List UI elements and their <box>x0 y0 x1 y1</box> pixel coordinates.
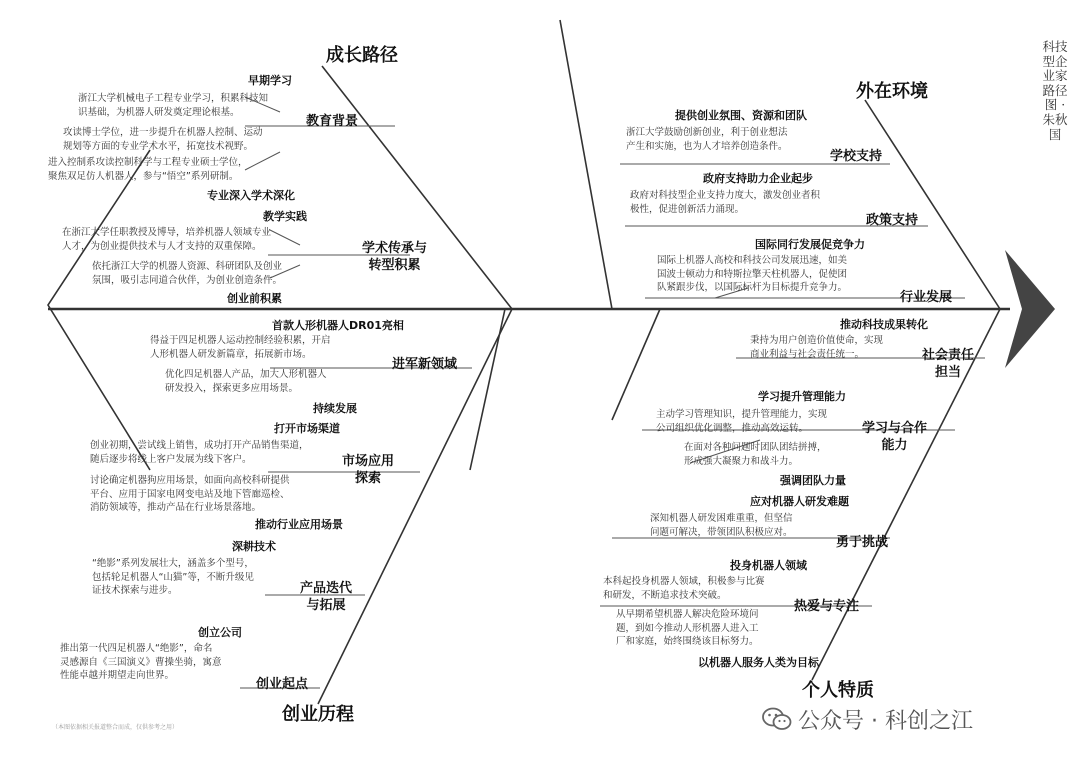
branch-industry: 行业发展 <box>900 290 953 305</box>
bone-frame-mid <box>470 309 505 470</box>
desc-origin-1: 推出第一代四足机器人“绝影”，命名 灵感源自《三国演义》曹操坐骑，寓意 性能卓越并期望走向世界。 <box>60 643 222 681</box>
branch-origin: 创业起点 <box>256 677 309 692</box>
tag-learning-bottom: 强调团队力量 <box>780 474 846 487</box>
desc-school-1: 浙江大学鼓励创新创业，利于创业想法 产生和实施，也为人才培养创造条件。 <box>626 127 788 152</box>
tag-academic-bottom: 创业前积累 <box>227 292 282 305</box>
vertical-title: 科技型企业家路径图 · 朱秋国 <box>1042 39 1068 142</box>
tag-school-top: 提供创业氛围、资源和团队 <box>675 109 807 122</box>
desc-iteration-1: “绝影”系列发展壮大，涵盖多个型号， 包括轮足机器人“山猫”等，不断升级见 证技术探索与进步。 <box>92 558 254 596</box>
desc-education-2: 攻读博士学位，进一步提升在机器人控制、运动 规划等方面的专业学术水平，拓宽技术视野。 <box>63 127 263 152</box>
bone-frame-upper <box>560 20 612 309</box>
desc-market-1: 创业初期，尝试线上销售，成功打开产品销售渠道， 随后逐步将线上客户发展为线下客户。 <box>90 440 309 465</box>
branch-education: 教育背景 <box>306 114 359 129</box>
desc-academic-2: 依托浙江大学的机器人资源、科研团队及创业 氛围，吸引志同道合伙伴，为创业创造条件。 <box>92 261 283 286</box>
tag-academic-top: 教学实践 <box>263 210 307 223</box>
tag-iteration-top: 深耕技术 <box>232 540 276 553</box>
watermark <box>762 704 973 738</box>
fish-head-arrow <box>1005 250 1055 368</box>
branch-market: 市场应用 探索 <box>342 454 395 486</box>
tag-passion-bottom: 以机器人服务人类为目标 <box>698 656 819 669</box>
branch-courage: 勇于挑战 <box>836 535 889 550</box>
desc-education-1: 浙江大学机械电子工程专业学习，积累科技知 识基础，为机器人研发奠定理论根基。 <box>78 93 269 118</box>
section-title-venture: 创业历程 <box>282 704 354 725</box>
tag-newfield-top: 首款人形机器人DR01亮相 <box>272 319 404 332</box>
branch-newfield: 进军新领域 <box>392 357 458 372</box>
tag-social-top: 推动科技成果转化 <box>840 318 928 331</box>
branch-iteration: 产品迭代 与拓展 <box>300 581 353 613</box>
tag-learning-top: 学习提升管理能力 <box>758 390 846 403</box>
desc-market-2: 讨论确定机器狗应用场景，如面向高校科研提供 平台、应用于国家电网变电站及地下管廊巡检、 消防领域等，推动产品在行业场景落地。 <box>90 475 290 513</box>
section-title-growth: 成长路径 <box>326 45 398 66</box>
tag-industry-top: 国际同行发展促竞争力 <box>755 238 865 251</box>
desc-newfield-2: 优化四足机器人产品，加大人形机器人 研发投入，探索更多应用场景。 <box>165 369 327 394</box>
tag-market-bottom: 推动行业应用场景 <box>255 518 343 531</box>
desc-social-1: 秉持为用户创造价值使命，实现 商业利益与社会责任统一。 <box>750 335 884 360</box>
tag-origin-top: 创立公司 <box>198 626 242 639</box>
tag-market-top: 打开市场渠道 <box>274 422 340 435</box>
desc-learning-2: 在面对各种问题时团队团结拼搏， 形成强大凝聚力和战斗力。 <box>684 442 827 467</box>
tag-education-top: 早期学习 <box>248 74 292 87</box>
desc-industry-1: 国际上机器人高校和科技公司发展迅速，如美 国波士顿动力和特斯拉擎天柱机器人，促使团 队紧跟步伐，以国际标杆为目标提升竞争力。 <box>657 255 848 293</box>
desc-courage-1: 深知机器人研发困难重重，但坚信 问题可解决，带领团队积极应对。 <box>650 513 793 538</box>
branch-social: 社会责任 担当 <box>922 348 975 380</box>
tag-education-bottom: 专业深入学术深化 <box>207 189 295 202</box>
branch-policy: 政策支持 <box>866 213 919 228</box>
section-title-traits: 个人特质 <box>802 680 874 701</box>
desc-academic-1: 在浙江大学任职教授及博导，培养机器人领域专业 人才，为创业提供技术与人才支持的双重保障。 <box>62 227 272 252</box>
desc-policy-1: 政府对科技型企业支持力度大，激发创业者积 极性，促进创新活力涌现。 <box>630 190 821 215</box>
tag-passion-top: 投身机器人领域 <box>730 559 807 572</box>
tag-newfield-bottom: 持续发展 <box>313 402 357 415</box>
footer-note: （本图依据相关报道整合而成，仅供参考之用） <box>52 724 179 731</box>
bone-external <box>865 100 1000 309</box>
section-title-external: 外在环境 <box>856 81 928 102</box>
desc-learning-1: 主动学习管理知识，提升管理能力，实现 公司组织优化调整，推动高效运转。 <box>656 409 828 434</box>
desc-education-3: 进入控制系攻读控制科学与工程专业硕士学位， 聚焦双足仿人机器人，参与“悟空”系列研制。 <box>48 157 248 182</box>
bone-frame-right <box>612 309 660 420</box>
branch-passion: 热爱与专注 <box>794 599 860 614</box>
tag-policy-top: 政府支持助力企业起步 <box>703 172 813 185</box>
desc-newfield-1: 得益于四足机器人运动控制经验积累，开启 人形机器人研发新篇章，拓展新市场。 <box>150 335 331 360</box>
desc-passion-2: 从早期希望机器人解决危险环境问 题，到如今推动人形机器人进入工 厂和家庭，始终围绕该目标努力。 <box>616 609 759 647</box>
branch-learning: 学习与合作 能力 <box>862 421 928 453</box>
branch-academic: 学术传承与 转型积累 <box>362 241 428 273</box>
wechat-icon <box>762 706 792 738</box>
watermark-text: 公众号 · 科创之江 <box>798 709 973 734</box>
tag-courage-top: 应对机器人研发难题 <box>750 495 849 508</box>
desc-passion-1: 本科起投身机器人领域，积极参与比赛 和研发，不断追求技术突破。 <box>603 576 765 601</box>
branch-school: 学校支持 <box>830 149 883 164</box>
